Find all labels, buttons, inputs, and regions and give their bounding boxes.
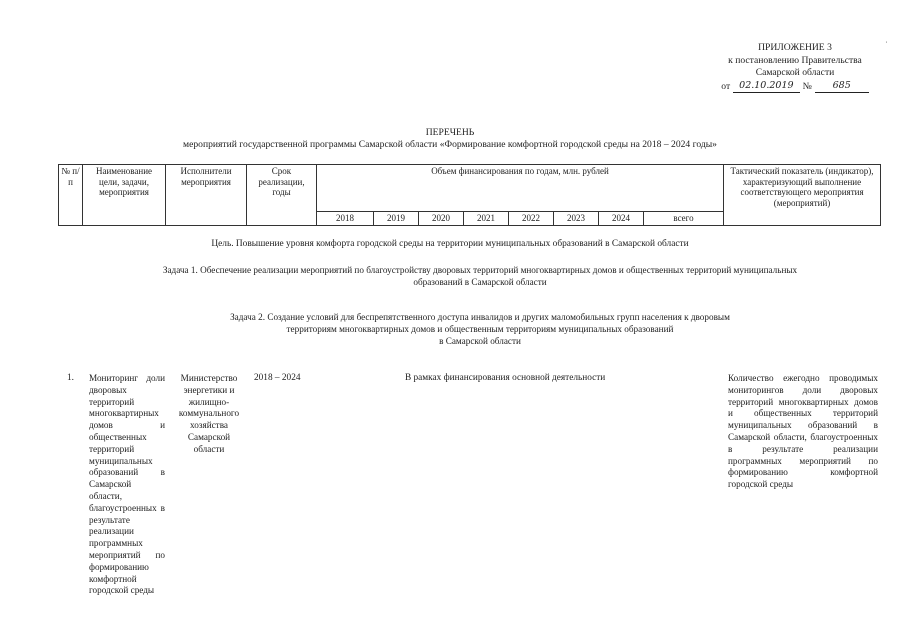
- row-funding: В рамках финансирования основной деятельности: [405, 373, 606, 383]
- row-term: 2018 – 2024: [254, 373, 301, 383]
- task-2-line-2: территориям многоквартирных домов и общественным территориям муниципальных образований: [286, 324, 674, 334]
- appendix-header: [700, 42, 890, 93]
- document-heading: [60, 127, 840, 151]
- header-year: 2022: [509, 212, 554, 226]
- header-executors: Исполнители мероприятия: [166, 165, 247, 226]
- handwritten-date: 02.10.2019: [733, 80, 799, 94]
- header-year: 2020: [419, 212, 464, 226]
- header-year: 2023: [554, 212, 599, 226]
- header-funding: Объем финансирования по годам, млн. рублей: [317, 165, 724, 212]
- task-2-line-1: Задача 2. Создание условий для беспрепятственного доступа инвалидов и других маломобильных групп населения к дворовым: [230, 312, 730, 322]
- header-term: Срок реализации, годы: [247, 165, 317, 226]
- task-2-line-3: в Самарской области: [439, 336, 521, 346]
- goal-line: Цель. Повышение уровня комфорта городской среды на территории муниципальных образований в Самарской области: [211, 239, 689, 249]
- task-1-line-1: Задача 1. Обеспечение реализации мероприятий по благоустройству дворовых территорий многоквартирных домов и общественных территорий муниципальных: [162, 265, 798, 275]
- number-prefix: №: [802, 80, 812, 92]
- date-prefix: от: [721, 80, 731, 92]
- header-indicator: Тактический показатель (индикатор), характеризующий выполнение соответствующего мероприятия (мероприятий): [724, 165, 881, 226]
- row-indicator: Количество ежегодно проводимых мониторингов доли дворовых территорий многоквартирных домов и общественных территорий муниципальных образований в Самарской области, благоустроенных в результате реализации программных мероприятий по формированию комфортной городской среды: [728, 373, 878, 490]
- task-1-line-2: образований в Самарской области: [413, 277, 547, 287]
- header-name: Наименование цели, задачи, мероприятия: [83, 165, 166, 226]
- document-subtitle: мероприятий государственной программы Самарской области «Формирование комфортной городской среды на 2018 – 2024 годы»: [183, 139, 717, 150]
- header-year: 2021: [464, 212, 509, 226]
- appendix-title: ПРИЛОЖЕНИЕ 3: [758, 42, 832, 53]
- scan-mark: ˙: [885, 40, 888, 49]
- table-header: [58, 164, 881, 226]
- appendix-region-line: Самарской области: [755, 67, 835, 78]
- task-2: [170, 311, 790, 347]
- row-executor: Министерство энергетики и жилищно-коммунального хозяйства Самарской области: [178, 373, 240, 454]
- row-measure-name: Мониторинг доли дворовых территорий многоквартирных домов и общественных территорий муниципальных образований в Самарской области, благоустроенных в результате реализации программных мероприятий по формированию комфортной городской среды: [89, 373, 165, 596]
- header-total: всего: [644, 212, 724, 226]
- document-title: ПЕРЕЧЕНЬ: [425, 127, 475, 138]
- handwritten-number: 685: [815, 80, 869, 94]
- row-number: 1.: [67, 373, 74, 383]
- appendix-decree-line: к постановлению Правительства: [728, 54, 862, 66]
- appendix-date-line: [700, 80, 890, 94]
- header-year: 2018: [317, 212, 374, 226]
- task-1: [100, 264, 860, 288]
- header-year: 2024: [599, 212, 644, 226]
- header-year: 2019: [374, 212, 419, 226]
- header-number: № п/п: [59, 165, 83, 226]
